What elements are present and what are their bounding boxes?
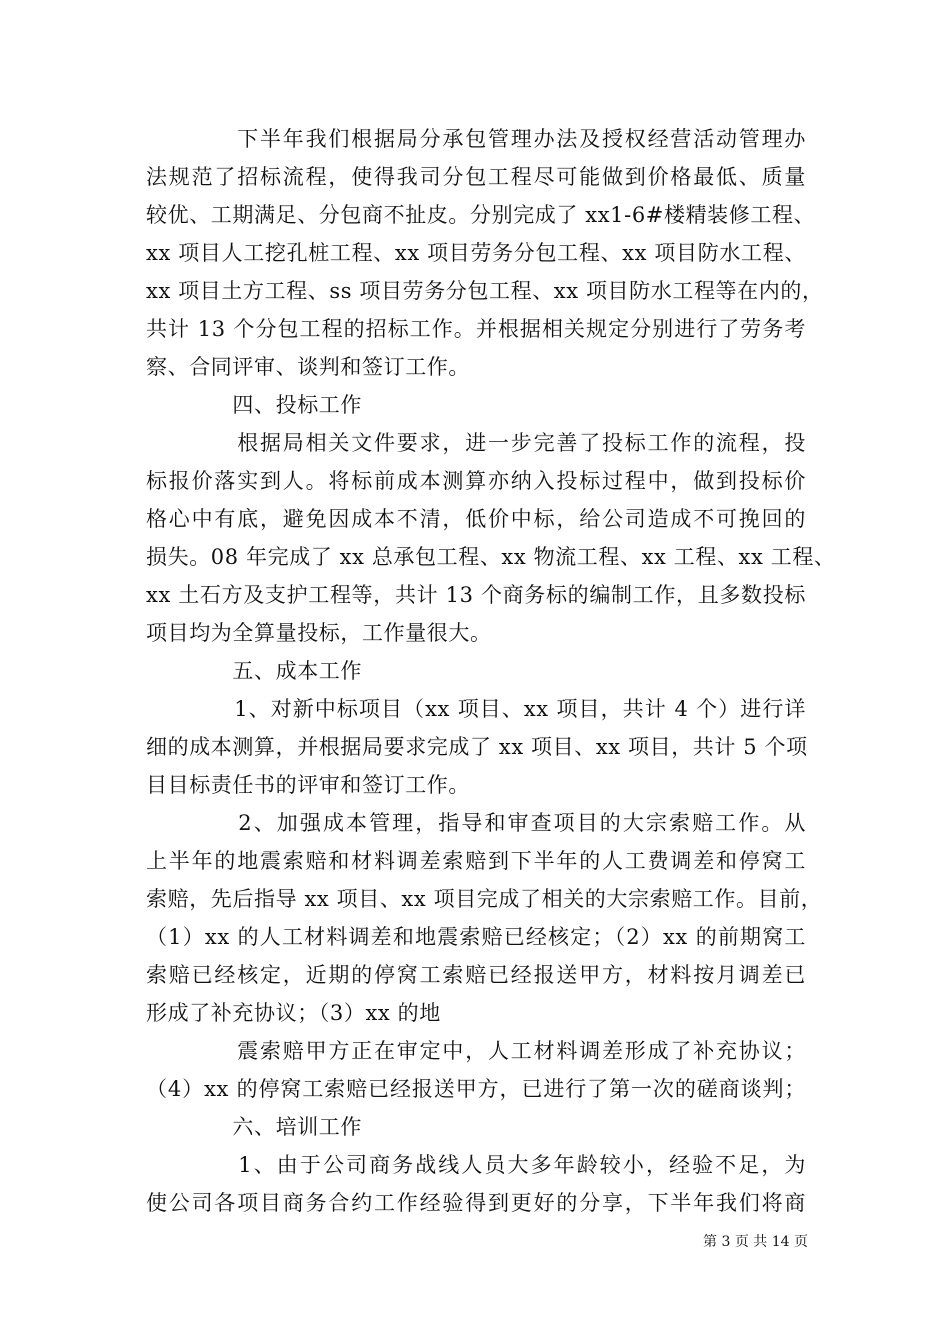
text-line: 损失。08 年完成了 xx 总承包工程、xx 物流工程、xx 工程、xx 工程、 bbox=[146, 545, 836, 569]
text-line: xx 项目土方工程、ss 项目劳务分包工程、xx 项目防水工程等在内的， bbox=[146, 279, 824, 303]
text-line: 较优、工期满足、分包商不扯皮。分别完成了 xx1-6#楼精装修工程、 bbox=[146, 203, 816, 227]
text-line: 标报价落实到人。将标前成本测算亦纳入投标过程中，做到投标价 bbox=[146, 469, 806, 493]
text-line: 下半年我们根据局分承包管理办法及授权经营活动管理办 bbox=[146, 127, 806, 151]
text-line: （4）xx 的停窝工索赔已经报送甲方，已进行了第一次的磋商谈判； bbox=[146, 1077, 806, 1101]
text-line: 震索赔甲方正在审定中，人工材料调差形成了补充协议； bbox=[146, 1039, 806, 1063]
section-heading: 五、成本工作 bbox=[146, 659, 362, 683]
text-line: 项目均为全算量投标，工作量很大。 bbox=[146, 621, 492, 645]
text-line: 索赔，先后指导 xx 项目、xx 项目完成了相关的大宗索赔工作。目前， bbox=[146, 887, 823, 911]
text-line: 根据局相关文件要求，进一步完善了投标工作的流程，投 bbox=[146, 431, 806, 455]
text-line: 细的成本测算，并根据局要求完成了 xx 项目、xx 项目，共计 5 个项 bbox=[146, 735, 808, 759]
text-line: 1、对新中标项目（xx 项目、xx 项目，共计 4 个）进行详 bbox=[146, 697, 806, 721]
page-number-footer: 第 3 页 共 14 页 bbox=[703, 1234, 808, 1250]
section-heading: 六、培训工作 bbox=[146, 1115, 362, 1139]
text-line: 使公司各项目商务合约工作经验得到更好的分享，下半年我们将商 bbox=[146, 1191, 806, 1215]
text-line: （1）xx 的人工材料调差和地震索赔已经核定；（2）xx 的前期窝工 bbox=[146, 925, 806, 949]
text-line: 2、加强成本管理，指导和审查项目的大宗索赔工作。从 bbox=[146, 811, 806, 835]
text-line: xx 项目人工挖孔桩工程、xx 项目劳务分包工程、xx 项目防水工程、 bbox=[146, 241, 806, 265]
text-line: 1、由于公司商务战线人员大多年龄较小，经验不足，为 bbox=[146, 1153, 806, 1177]
text-line: 格心中有底，避免因成本不清，低价中标，给公司造成不可挽回的 bbox=[146, 507, 806, 531]
text-line: 形成了补充协议；（3）xx 的地 bbox=[146, 1001, 441, 1025]
text-line: 目目标责任书的评审和签订工作。 bbox=[146, 773, 470, 797]
text-line: 上半年的地震索赔和材料调差索赔到下半年的人工费调差和停窝工 bbox=[146, 849, 806, 873]
text-line: 法规范了招标流程，使得我司分包工程尽可能做到价格最低、质量 bbox=[146, 165, 806, 189]
text-line: 索赔已经核定，近期的停窝工索赔已经报送甲方，材料按月调差已 bbox=[146, 963, 806, 987]
section-heading: 四、投标工作 bbox=[146, 393, 362, 417]
text-line: 察、合同评审、谈判和签订工作。 bbox=[146, 355, 470, 379]
text-line: xx 土石方及支护工程等，共计 13 个商务标的编制工作，且多数投标 bbox=[146, 583, 806, 607]
text-line: 共计 13 个分包工程的招标工作。并根据相关规定分别进行了劳务考 bbox=[146, 317, 806, 341]
